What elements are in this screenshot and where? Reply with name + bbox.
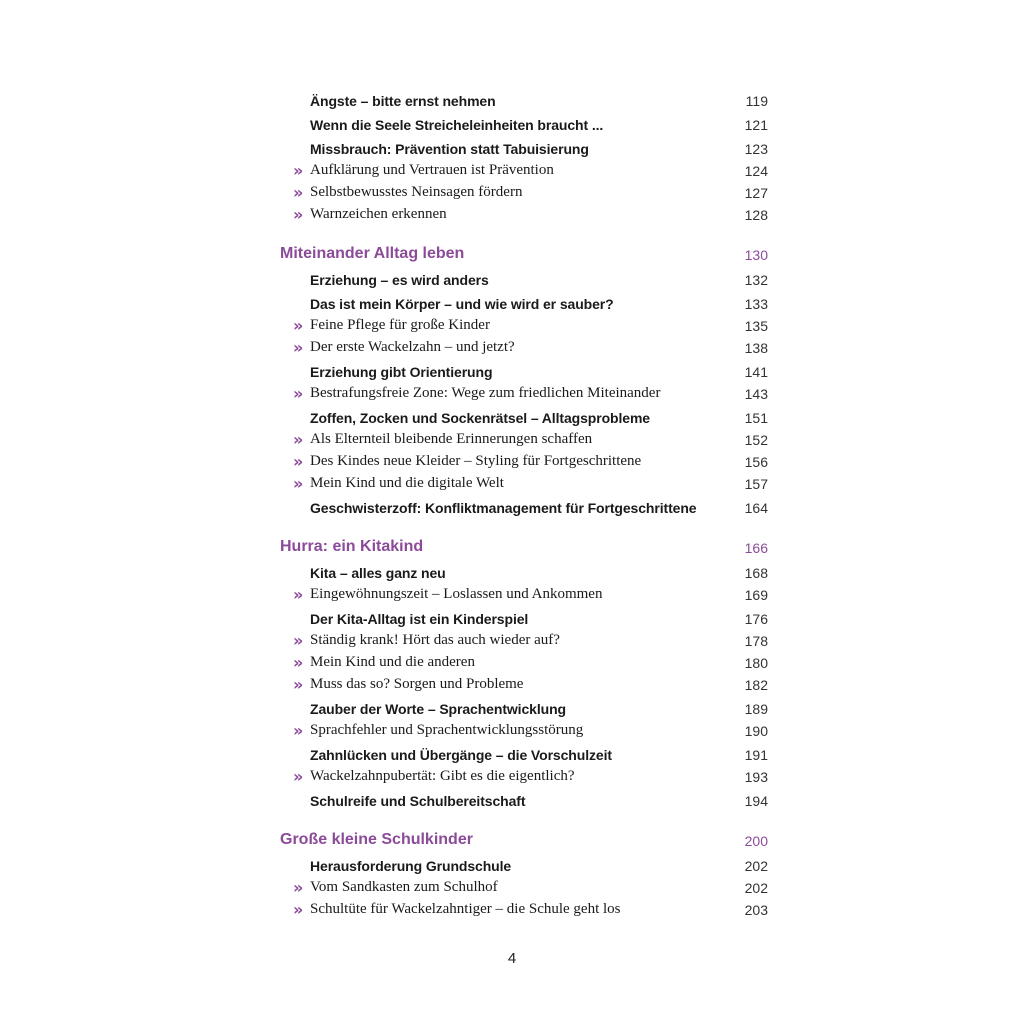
toc-entry-page: 143 [744, 386, 768, 402]
toc-entry-page: 203 [744, 902, 768, 918]
toc-entry-page: 202 [744, 858, 768, 874]
toc-entry-title: Miteinander Alltag leben [280, 245, 465, 262]
toc-section-entry [280, 269, 770, 293]
toc-entry-title: Mein Kind und die anderen [310, 654, 475, 670]
toc-entry-title: Eingewöhnungszeit – Loslassen und Ankommen [310, 586, 603, 602]
toc-entry-title: Wackelzahnpubertät: Gibt es die eigentlich? [310, 768, 575, 784]
toc-entry-title: Des Kindes neue Kleider – Styling für Fortgeschrittene [310, 453, 642, 469]
toc-subsection-entry [280, 901, 770, 923]
toc-entry-page: 190 [744, 723, 768, 739]
toc-entry-page: 152 [744, 432, 768, 448]
toc-entry-title: Hurra: ein Kitakind [280, 538, 424, 555]
toc-entry-page: 189 [744, 701, 768, 717]
toc-entry-page: 166 [744, 540, 768, 556]
toc-entry-title: Bestrafungsfreie Zone: Wege zum friedlichen Miteinander [310, 385, 661, 401]
toc-entry-title: Vom Sandkasten zum Schulhof [310, 879, 498, 895]
toc-entry-title: Herausforderung Grundschule [310, 858, 512, 874]
toc-entry-title: Schultüte für Wackelzahntiger – die Schule geht los [310, 901, 621, 917]
toc-section-entry [280, 407, 770, 431]
toc-entry-page: 124 [744, 163, 768, 179]
toc-subsection-entry [280, 453, 770, 475]
toc-chapter-heading [280, 829, 770, 855]
toc-section-entry [280, 698, 770, 722]
toc-entry-title: Ständig krank! Hört das auch wieder auf? [310, 632, 560, 648]
toc-entry-title: Mein Kind und die digitale Welt [310, 475, 504, 491]
toc-entry-page: 193 [744, 769, 768, 785]
toc-entry-page: 157 [744, 476, 768, 492]
toc-entry-title: Feine Pflege für große Kinder [310, 317, 490, 333]
toc-entry-title: Zoffen, Zocken und Sockenrätsel – Alltagsprobleme [310, 410, 650, 426]
toc-subsection-entry [280, 162, 770, 184]
toc-entry-page: 123 [744, 141, 768, 157]
toc-subsection-entry [280, 654, 770, 676]
toc-entry-title: Selbstbewusstes Neinsagen fördern [310, 184, 523, 200]
toc-entry-title: Zahnlücken und Übergänge – die Vorschulzeit [310, 747, 612, 763]
toc-entry-title: Kita – alles ganz neu [310, 565, 446, 581]
toc-chapter-heading [280, 243, 770, 269]
double-chevron-right-icon: » [293, 878, 304, 897]
toc-section-entry [280, 114, 770, 138]
toc-entry-page: 194 [744, 793, 768, 809]
toc-entry-title: Wenn die Seele Streicheleinheiten braucht ... [310, 117, 604, 133]
toc-entry-title: Aufklärung und Vertrauen ist Prävention [310, 162, 554, 178]
toc-entry-page: 133 [744, 296, 768, 312]
double-chevron-right-icon: » [293, 338, 304, 357]
toc-entry-title: Der erste Wackelzahn – und jetzt? [310, 339, 515, 355]
toc-subsection-entry [280, 676, 770, 698]
toc-section-entry [280, 562, 770, 586]
toc-entry-page: 164 [744, 500, 768, 516]
toc-chapter-heading [280, 536, 770, 562]
toc-section-entry [280, 855, 770, 879]
toc-entry-page: 182 [744, 677, 768, 693]
toc-section-entry [280, 497, 770, 521]
toc-subsection-entry [280, 184, 770, 206]
toc-subsection-entry [280, 879, 770, 901]
double-chevron-right-icon: » [293, 452, 304, 471]
toc-entry-page: 141 [744, 364, 768, 380]
toc-entry-title: Ängste – bitte ernst nehmen [310, 93, 496, 109]
toc-entry-title: Missbrauch: Prävention statt Tabuisierung [310, 141, 589, 157]
toc-section-entry [280, 744, 770, 768]
double-chevron-right-icon: » [293, 631, 304, 650]
double-chevron-right-icon: » [293, 161, 304, 180]
toc-entry-page: 169 [744, 587, 768, 603]
toc-entry-page: 200 [744, 833, 768, 849]
toc-entry-title: Große kleine Schulkinder [280, 831, 473, 848]
toc-entry-title: Das ist mein Körper – und wie wird er sauber? [310, 296, 614, 312]
toc-entry-page: 121 [744, 117, 768, 133]
toc-section-entry [280, 138, 770, 162]
toc-entry-page: 130 [744, 247, 768, 263]
double-chevron-right-icon: » [293, 721, 304, 740]
toc-entry-title: Warnzeichen erkennen [310, 206, 447, 222]
toc-entry-title: Zauber der Worte – Sprachentwicklung [310, 701, 566, 717]
toc-subsection-entry [280, 768, 770, 790]
toc-subsection-entry [280, 475, 770, 497]
toc-entry-page: 191 [744, 747, 768, 763]
double-chevron-right-icon: » [293, 183, 304, 202]
toc-entry-title: Sprachfehler und Sprachentwicklungsstörung [310, 722, 584, 738]
toc-section-entry [280, 790, 770, 814]
toc-subsection-entry [280, 385, 770, 407]
toc-entry-page: 138 [744, 340, 768, 356]
toc-entry-page: 168 [744, 565, 768, 581]
toc-entry-title: Schulreife und Schulbereitschaft [310, 793, 526, 809]
toc-subsection-entry [280, 586, 770, 608]
toc-entry-title: Erziehung – es wird anders [310, 272, 489, 288]
double-chevron-right-icon: » [293, 585, 304, 604]
toc-entry-page: 119 [745, 93, 768, 109]
toc-entry-page: 178 [744, 633, 768, 649]
toc-entry-page: 151 [744, 410, 768, 426]
toc-entry-title: Geschwisterzoff: Konfliktmanagement für Fortgeschrittene [310, 500, 697, 516]
toc-entry-title: Muss das so? Sorgen und Probleme [310, 676, 524, 692]
table-of-contents [280, 90, 770, 923]
toc-entry-page: 176 [744, 611, 768, 627]
double-chevron-right-icon: » [293, 430, 304, 449]
toc-entry-page: 202 [744, 880, 768, 896]
toc-section-entry [280, 90, 770, 114]
double-chevron-right-icon: » [293, 767, 304, 786]
toc-entry-page: 156 [744, 454, 768, 470]
toc-entry-title: Erziehung gibt Orientierung [310, 364, 493, 380]
toc-subsection-entry [280, 317, 770, 339]
toc-entry-page: 135 [744, 318, 768, 334]
toc-section-entry [280, 293, 770, 317]
toc-subsection-entry [280, 339, 770, 361]
toc-entry-title: Der Kita-Alltag ist ein Kinderspiel [310, 611, 529, 627]
toc-entry-page: 180 [744, 655, 768, 671]
double-chevron-right-icon: » [293, 205, 304, 224]
double-chevron-right-icon: » [293, 900, 304, 919]
toc-subsection-entry [280, 722, 770, 744]
double-chevron-right-icon: » [293, 653, 304, 672]
toc-section-entry [280, 361, 770, 385]
double-chevron-right-icon: » [293, 675, 304, 694]
toc-entry-page: 132 [744, 272, 768, 288]
toc-entry-page: 127 [744, 185, 768, 201]
toc-subsection-entry [280, 206, 770, 228]
toc-entry-page: 128 [744, 207, 768, 223]
double-chevron-right-icon: » [293, 474, 304, 493]
toc-section-entry [280, 608, 770, 632]
page-number: 4 [507, 950, 517, 967]
double-chevron-right-icon: » [293, 384, 304, 403]
toc-entry-title: Als Elternteil bleibende Erinnerungen schaffen [310, 431, 593, 447]
double-chevron-right-icon: » [293, 316, 304, 335]
toc-subsection-entry [280, 431, 770, 453]
toc-subsection-entry [280, 632, 770, 654]
